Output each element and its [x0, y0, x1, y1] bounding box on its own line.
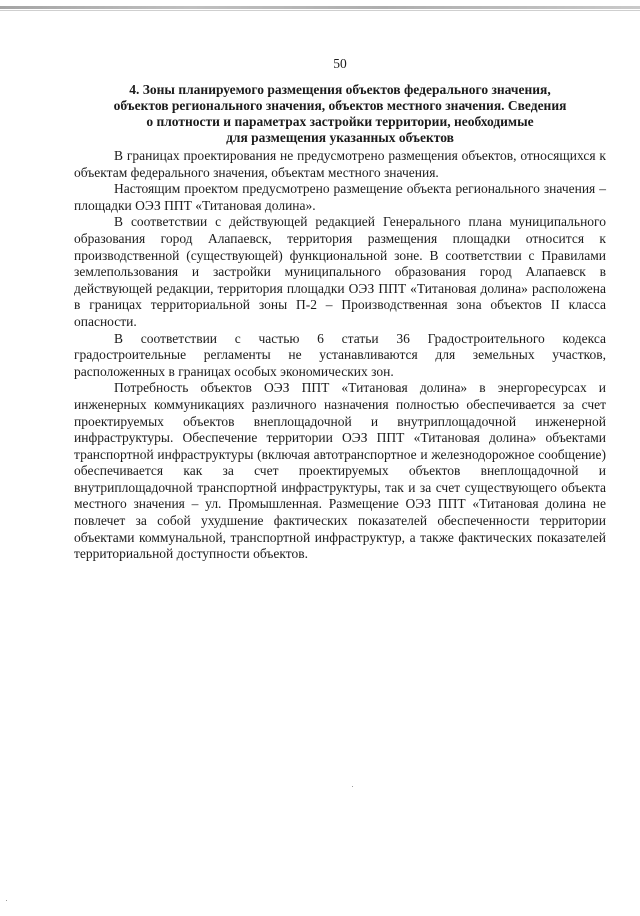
scan-speck [352, 786, 353, 787]
heading-line: о плотности и параметрах застройки территории, необходимые [146, 114, 534, 129]
paragraph-general-plan: В соответствии с действующей редакцией Генерального плана муниципального образования город Алапаевск, территория размещения площадки относится к производственной (существующей) функциональной зоне. В соответствии с Правилами землепользования и застройки муниципального образования город Алапаевск в действующей редакции, территория площадки ОЭЗ ППТ «Титановая долина» расположена в границах территориальной зоны П-2 – Производственная зона объектов II класса опасности. [74, 214, 606, 329]
paragraph-no-federal-objects: В границах проектирования не предусмотрено размещения объектов, относящихся к объектам федерального значения, объектам местного значения. [74, 148, 606, 180]
heading-line: 4. Зоны планируемого размещения объектов федерального значения, [129, 82, 551, 97]
scan-edge-top [0, 6, 640, 9]
heading-line: для размещения указанных объектов [226, 130, 454, 145]
paragraph-infrastructure: Потребность объектов ОЭЗ ППТ «Титановая долина» в энергоресурсах и инженерных коммуникациях различного назначения полностью обеспечивается за счет проектируемых объектов внеплощадочной и внутриплощадочной инженерной инфраструктуры. Обеспечение территории ОЭЗ ППТ «Титановая долина» объектами транспортной инфраструктуры (включая автотранспортное и железнодорожное сообщение) обеспечивается как за счет проектируемых объектов внеплощадочной и внутриплощадочной транспортной инфраструктуры, так и за счет существующего объекта местного значения – ул. Промышленная. Размещение ОЭЗ ППТ «Титановая долина не повлечет за собой ухудшение фактических показателей обеспеченности территории объектами коммунальной, транспортной инфраструктур, а также фактических показателей территориальной доступности объектов. [74, 380, 606, 562]
heading-line: объектов регионального значения, объектов местного значения. Сведения [113, 98, 567, 113]
paragraph-regional-object: Настоящим проектом предусмотрено размещение объекта регионального значения – площадки ОЭЗ ППТ «Титановая долина». [74, 181, 606, 213]
scan-speck [6, 900, 7, 901]
paragraph-urban-code: В соответствии с частью 6 статьи 36 Градостроительного кодекса градостроительные регламенты не устанавливаются для земельных участков, расположенных в границах особых экономических зон. [74, 330, 606, 379]
document-page [74, 56, 606, 563]
page-number: 50 [333, 56, 347, 71]
section-heading [74, 82, 606, 146]
scan-edge-line [0, 10, 640, 11]
